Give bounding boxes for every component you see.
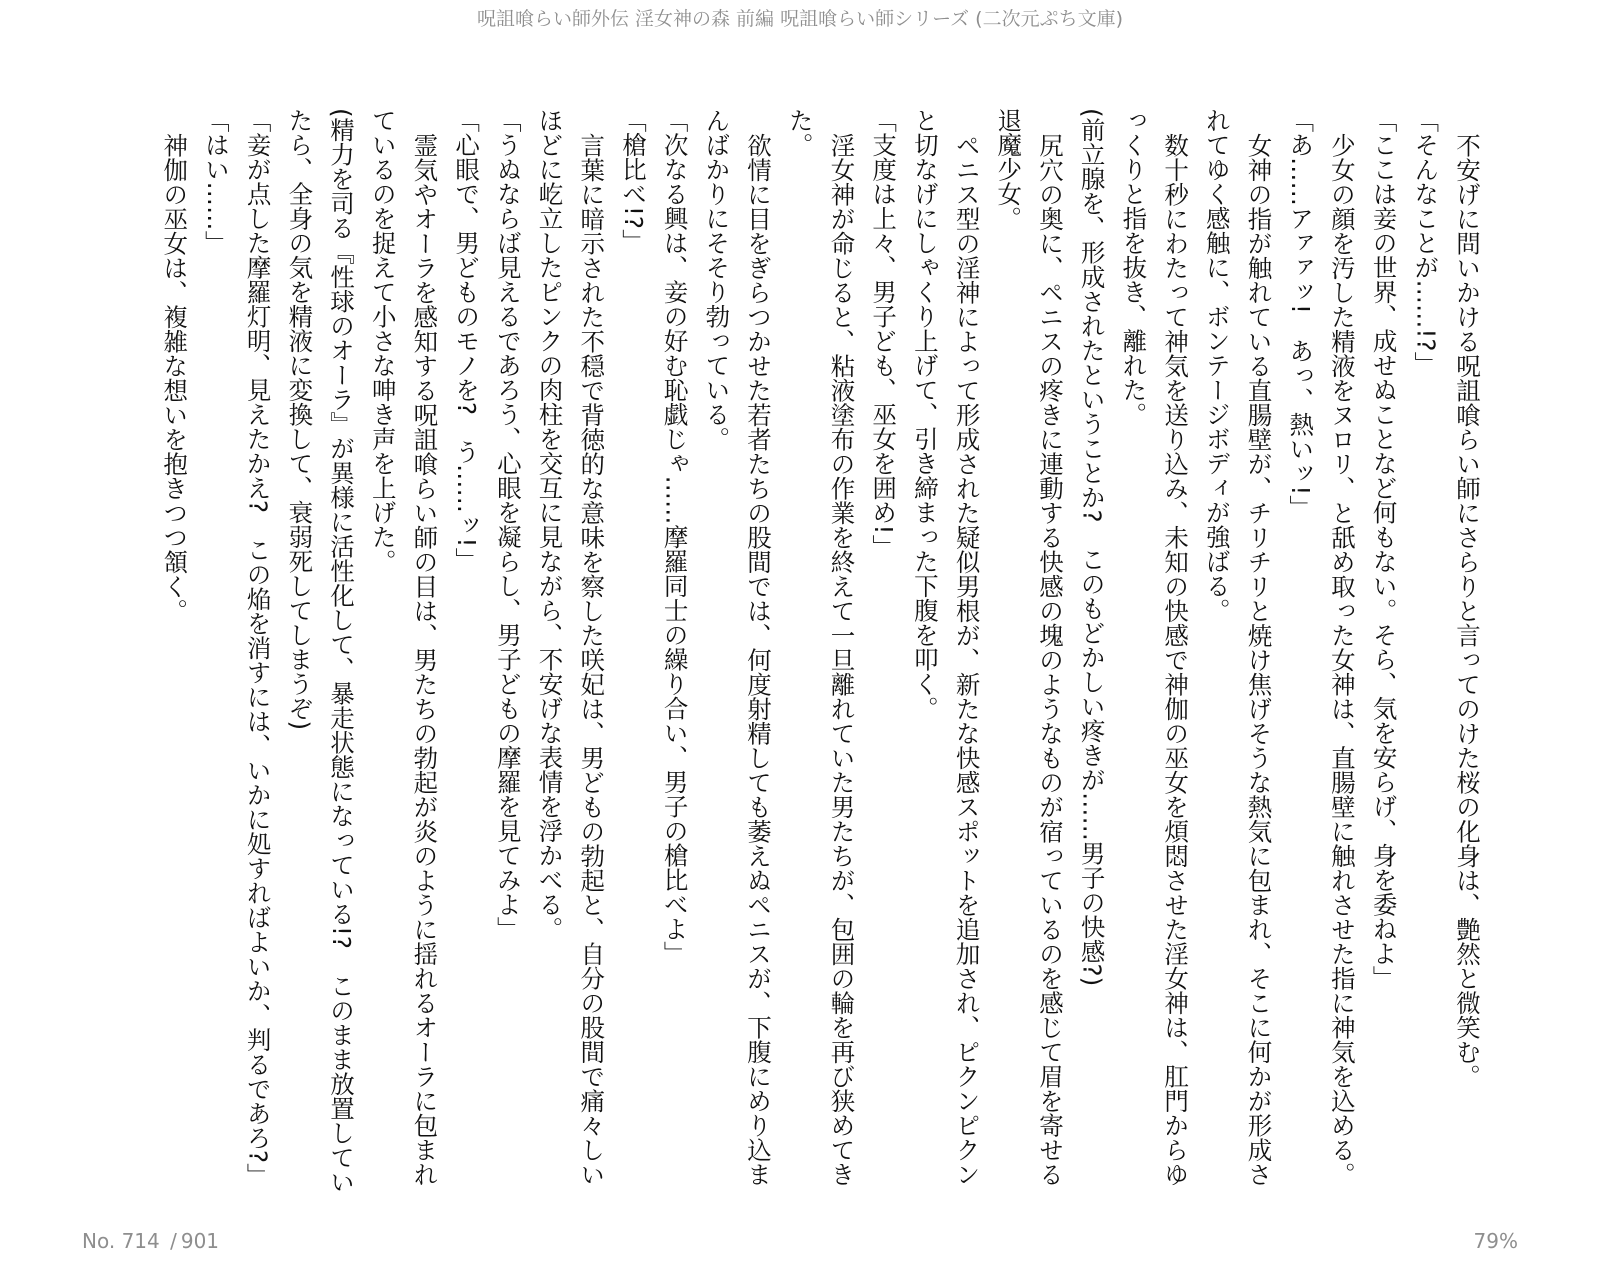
paragraph: ペニス型の淫神によって形成された疑似男根が、新たな快感スポットを追加され、ピクンピクンと切なげにしゃくり上げて、引き締まった下腹を叩く。 bbox=[910, 108, 982, 1186]
location-indicator bbox=[82, 1229, 219, 1253]
location-prefix: No. bbox=[82, 1229, 116, 1253]
paragraph: 数十秒にわたって神気を送り込み、未知の快感で神伽の巫女を煩悶させた淫女神は、肛門からゆっくりと指を抜き、離れた。 bbox=[1119, 108, 1191, 1186]
paragraph: (精力を司る『性球のオーラ』が異様に活性化して、暴走状態になっている!? このまま放置していたら、全身の気を精液に変換して、衰弱死してしまうぞ) bbox=[285, 108, 357, 1194]
paragraph: 「うぬならば見えるであろう、心眼を凝らし、男子どもの摩羅を見てみよ」 bbox=[493, 108, 523, 941]
progress-percent: 79% bbox=[1473, 1229, 1518, 1253]
paragraph: 「はい……」 bbox=[201, 108, 231, 255]
location-separator: / bbox=[170, 1229, 177, 1253]
paragraph: 「そんなことが……!?」 bbox=[1411, 108, 1441, 376]
paragraph: 少女の顔を汚した精液をヌロリ、と舐め取った女神は、直腸壁に触れさせた指に神気を込める。 bbox=[1327, 132, 1357, 1186]
paragraph: 欲情に目をぎらつかせた若者たちの股間では、何度射精しても萎えぬペニスが、下腹にめり込まんばかりにそそり勃っている。 bbox=[702, 108, 774, 1186]
paragraph: 尻穴の奥に、ペニスの疼きに連動する快感の塊のようなものが宿っているのを感じて眉を寄せる退魔少女。 bbox=[994, 108, 1065, 1186]
paragraph: 神伽の巫女は、複雑な想いを抱きつつ頷く。 bbox=[160, 132, 190, 623]
paragraph: 言葉に暗示された不穏で背徳的な意味を察した咲妃は、男どもの勃起と、自分の股間で痛々しいほどに屹立したピンクの肉柱を交互に見ながら、不安げな表情を浮かべる。 bbox=[535, 108, 607, 1186]
paragraph: 「ここは妾の世界、成せぬことなど何もない。そら、気を安らげ、身を委ねよ」 bbox=[1369, 108, 1399, 990]
paragraph: 「次なる興は、妾の好む恥戯じゃ……摩羅同士の繰り合い、男子の槍比べよ」 bbox=[660, 108, 690, 966]
reading-page[interactable] bbox=[88, 108, 1488, 1210]
location-total: 901 bbox=[180, 1229, 220, 1253]
location-current: 714 bbox=[121, 1229, 160, 1253]
book-title: 呪詛喰らい師外伝 淫女神の森 前編 呪詛喰らい師シリーズ (二次元ぷち文庫) bbox=[476, 8, 1124, 30]
paragraph: 「槍比べ!?」 bbox=[618, 108, 648, 254]
paragraph: 不安げに問いかける呪詛喰らい師にさらりと言ってのけた桜の化身は、艶然と微笑む。 bbox=[1453, 132, 1482, 1088]
paragraph: 女神の指が触れている直腸壁が、チリチリと焼け焦げそうな熱気に包まれ、そこに何かが形成されてゆく感触に、ボンテージボディが強ばる。 bbox=[1202, 108, 1274, 1186]
paragraph: 「妾が点した摩羅灯明、見えたかえ? この焔を消すには、いかに処すればよいか、判るであろ?」 bbox=[243, 108, 273, 1188]
paragraph: 霊気やオーラを感知する呪詛喰らい師の目は、男たちの勃起が炎のように揺れるオーラに包まれているのを捉えて小さな呻き声を上げた。 bbox=[368, 108, 440, 1186]
paragraph: 淫女神が命じると、粘液塗布の作業を終えて一旦離れていた男たちが、包囲の輪を再び狭めてきた。 bbox=[785, 108, 857, 1186]
paragraph: 「支度は上々、男子ども、巫女を囲め!」 bbox=[869, 108, 899, 559]
paragraph: (前立腺を、形成されたということか? このもどかしい疼きが……男子の快感?) bbox=[1077, 108, 1107, 987]
paragraph: 「あ……アァァッ! あっ、熱いッ!」 bbox=[1286, 108, 1316, 520]
paragraph: 「心眼で、男どものモノを? う……ッ!」 bbox=[452, 108, 482, 572]
